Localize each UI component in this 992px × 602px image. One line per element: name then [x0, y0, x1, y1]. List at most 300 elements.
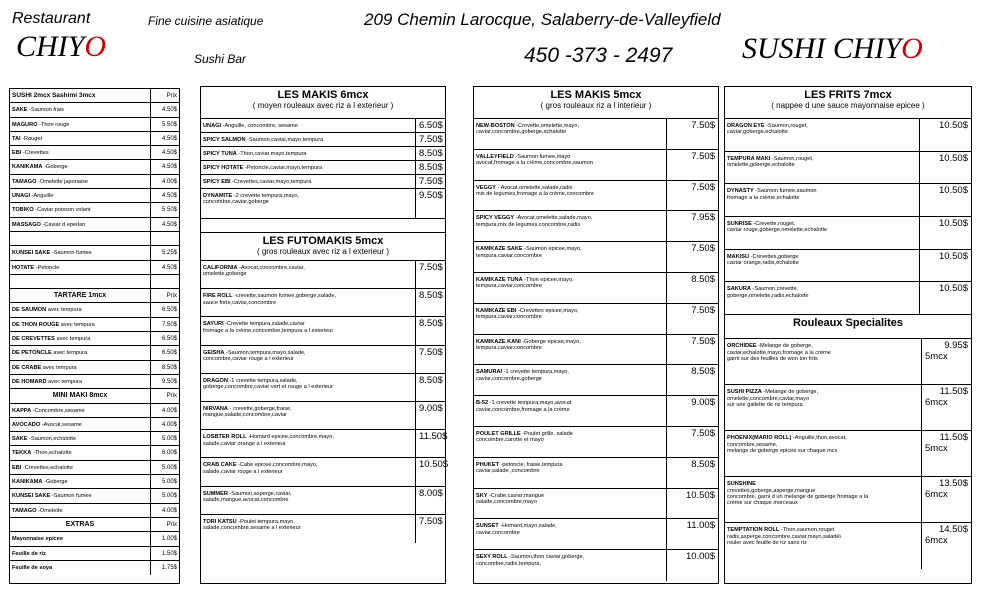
price-value: 13.50$ — [938, 478, 968, 490]
item-price: 5.00$ — [150, 489, 179, 502]
price-value: 11.00$ — [686, 520, 715, 532]
item-price: 4.50$ — [150, 132, 179, 145]
item-name — [10, 418, 150, 431]
item-title: KAMIKAZE TUNA — [476, 276, 523, 283]
price-value: 9.95$ — [944, 340, 968, 352]
item-name — [10, 346, 150, 359]
menu-item — [474, 458, 718, 489]
piece-count: 6mcx — [925, 489, 948, 501]
item-desc: -1 crevette tempura,mayo, — [502, 369, 569, 376]
section-subtitle: ( nappee d une sauce mayonnaise epicee ) — [771, 101, 925, 110]
item-name — [474, 242, 666, 272]
item-title: KANIKAMA — [12, 479, 43, 486]
item-price: 6.50$ — [150, 303, 179, 316]
list-item — [10, 189, 179, 203]
item-name — [10, 446, 150, 459]
item-desc: -Goberge epicee,mayo, — [520, 338, 581, 345]
item-desc-line: sauce forte,caviar,concombre — [203, 299, 277, 306]
item-name — [201, 147, 415, 160]
item-price — [919, 282, 971, 314]
item-name — [10, 475, 150, 488]
item-price: 8.50$ — [150, 361, 179, 374]
price-value: 7.50$ — [691, 304, 715, 316]
item-price: Prix — [150, 518, 179, 531]
item-price: 6.00$ — [150, 446, 179, 459]
menu-item — [725, 152, 971, 185]
item-price — [921, 431, 971, 476]
item-name — [201, 402, 415, 429]
item-desc: avec tempura — [51, 350, 88, 357]
list-item — [10, 118, 179, 132]
list-item — [10, 318, 179, 332]
item-price: 4.50$ — [150, 189, 179, 202]
item-title: PHOENIX(MARIO ROLL) — [727, 435, 792, 442]
item-desc-line: concombre,caviar rouge a l exterieur — [203, 355, 294, 362]
item-price — [666, 396, 718, 426]
item-price: 4.50$ — [150, 261, 179, 274]
item-name — [10, 146, 150, 159]
item-name — [725, 477, 921, 522]
price-value: 11.50$ — [419, 431, 448, 443]
price-value: 9.00$ — [691, 397, 715, 409]
item-title: SKY — [476, 492, 488, 499]
item-price — [415, 147, 445, 160]
price-value: 7.50$ — [691, 427, 715, 439]
item-price: 4.50$ — [150, 218, 179, 231]
menu-item — [474, 304, 718, 335]
price-value: 7.50$ — [691, 150, 715, 162]
item-price: 4.50$ — [150, 160, 179, 173]
item-name — [201, 133, 415, 146]
list-item — [10, 218, 179, 232]
item-name — [725, 282, 919, 314]
price-value: 7.50$ — [419, 515, 443, 527]
menu-item — [725, 523, 971, 569]
section-title: LES FRITS 7mcx — [804, 89, 892, 101]
item-name — [474, 304, 666, 334]
item-title: TAI — [12, 135, 21, 142]
item-desc-line: melange de goberge epicee sur chaque mcx — [727, 447, 838, 454]
item-price: 5.00$ — [150, 475, 179, 488]
item-name — [474, 396, 666, 426]
list-item — [10, 404, 179, 418]
item-desc: -petoncle, fraise,tempura — [499, 461, 563, 468]
item-name — [10, 132, 150, 145]
item-title: UNAGI — [12, 193, 31, 200]
item-name — [474, 335, 666, 365]
item-desc: -Petoncle — [34, 264, 60, 271]
item-desc: -Poulet tempura,mayo — [236, 518, 294, 525]
item-title: SPICY HOTATE — [203, 165, 244, 171]
item-desc-line: caviar,concombre,goberge,echalotte — [476, 129, 567, 136]
list-item — [10, 475, 179, 489]
item-price — [415, 458, 449, 485]
item-desc: -crevette,saumon fumee,goberge,salade, — [232, 293, 337, 300]
item-title: Feuille de riz — [12, 550, 46, 557]
item-desc-line: concombre,radis,tempura, — [476, 560, 541, 567]
price-value: 7.50$ — [691, 181, 715, 193]
item-title: SPICY SALMON — [203, 137, 246, 143]
menu-item — [201, 161, 445, 175]
item-price — [415, 289, 445, 316]
item-title: LOSBTER ROLL — [203, 434, 247, 441]
item-desc: -Saumon fumee,mayo — [513, 153, 571, 160]
item-name — [201, 261, 415, 288]
item-name — [10, 318, 150, 331]
spacer — [201, 219, 445, 233]
item-price: 9.50$ — [415, 189, 445, 218]
item-title: KAMIKAZE KANI — [476, 338, 521, 345]
item-desc-line: omelette,concombre,caviar,mayo — [727, 395, 810, 402]
item-name — [10, 232, 150, 245]
item-desc-line: concombre,caviar,goberge — [203, 199, 269, 206]
item-title: TEMPURA MAKI — [727, 155, 771, 162]
section-title: Rouleaux Specialites — [792, 317, 904, 330]
list-item — [10, 418, 179, 432]
item-desc-line: goberge,concombre,caviar vert et rouge a l exterieur — [203, 384, 333, 391]
section-heading: TARTARE 1mcx — [53, 292, 107, 300]
item-title: MAGURO — [12, 121, 38, 128]
price-value: 9.00$ — [419, 402, 443, 414]
sushi-bar-label: Sushi Bar — [194, 52, 247, 66]
menu-item — [725, 217, 971, 250]
item-desc: -Avocat,sesame — [40, 421, 82, 428]
item-title: SPICY TUNA — [203, 151, 237, 157]
item-desc-line: caviar,concombre,fromage a la crème — [476, 406, 570, 413]
item-price — [919, 119, 971, 151]
item-desc-line: mix de legumes,fromage a la crème,concombre — [476, 191, 595, 197]
item-desc: -Thon,caviar,mayo,tempura — [236, 151, 307, 157]
menu-item — [725, 184, 971, 217]
item-desc: -Avocat,omelette,salade,mayo, — [514, 215, 593, 222]
item-name — [725, 184, 919, 216]
item-price — [666, 335, 718, 365]
price-value: 10.50$ — [938, 250, 968, 262]
item-price: 4.00$ — [150, 175, 179, 188]
item-title: FIRE ROLL — [203, 293, 233, 300]
item-desc: -Thon rouge — [37, 121, 70, 128]
section-header — [201, 87, 445, 119]
item-price: 9.50$ — [150, 375, 179, 388]
frits-section — [724, 86, 972, 584]
item-title: SUSHI PIZZA — [727, 389, 762, 396]
section-title: LES MAKIS 5mcx — [550, 89, 642, 101]
menu-item — [474, 150, 718, 181]
menu-item — [474, 365, 718, 396]
item-title: DE PETONCLE — [12, 350, 52, 357]
item-price: 6.50$ — [150, 332, 179, 345]
item-name — [725, 119, 919, 151]
item-price: 5.50$ — [150, 203, 179, 216]
list-item — [10, 489, 179, 503]
item-name — [474, 489, 666, 519]
item-desc-line: tempura,caviar,concombre — [476, 314, 542, 321]
list-item — [10, 232, 179, 246]
item-desc-line: salade,concombre,mayo — [476, 498, 537, 505]
item-price — [415, 487, 445, 514]
item-name — [10, 261, 150, 274]
menu-item — [201, 261, 445, 289]
item-price — [666, 273, 718, 303]
item-title: KAMIKAZE SAKE — [476, 246, 523, 253]
item-title: AVOCADO — [12, 421, 41, 428]
item-title: SAKURA — [727, 286, 751, 293]
item-name — [201, 161, 415, 174]
item-title: SUNSHINE — [727, 481, 756, 488]
item-title: KUNSEI SAKE — [12, 493, 51, 500]
item-desc: -Saumon frais — [27, 107, 64, 114]
item-price — [415, 346, 445, 373]
list-item — [10, 175, 179, 189]
item-name — [10, 118, 150, 131]
item-price: 4.50$ — [150, 103, 179, 116]
sushi-price-list — [9, 88, 180, 584]
item-title: SUSHI 2mcx Sashimi 3mcx — [12, 92, 96, 99]
menu-item — [201, 515, 445, 543]
item-desc: -Crevettes,echalotte — [21, 464, 73, 471]
item-desc: -Anguille, concombre, sesame — [221, 123, 298, 129]
item-desc: -Homard epicee,concombre,mayo, — [246, 434, 334, 441]
price-value: 10.50$ — [938, 152, 968, 164]
price-value: 11.50$ — [939, 432, 968, 444]
menu-item — [201, 458, 449, 486]
item-desc-line: fromage a la crème,echalotte — [727, 194, 800, 201]
section-header — [474, 87, 718, 119]
item-desc: -2 crevette tempura,mayo, — [232, 193, 300, 199]
item-price: 1.50$ — [150, 547, 179, 560]
item-desc-line: omelette,goberge — [203, 271, 247, 278]
item-desc-line: tempura,mix de legumes,concombre,radis — [476, 221, 581, 228]
item-desc: -Saumon,rouget, — [770, 155, 814, 162]
item-price — [921, 385, 971, 430]
item-name — [201, 346, 415, 373]
item-price: 1.00$ — [150, 532, 179, 545]
item-name — [201, 515, 415, 543]
item-name — [474, 273, 666, 303]
item-desc: -Concombre,sesame — [31, 407, 85, 414]
item-title: MAKISU — [727, 253, 750, 260]
item-price — [921, 523, 971, 569]
piece-count: 6mcx — [925, 535, 948, 547]
item-desc-line: crème sur chaque morceaux — [727, 500, 798, 507]
menu-item — [725, 282, 971, 315]
price-value: 10.50$ — [938, 185, 968, 197]
item-desc-line: goberge,omelette,radis,echalotte — [727, 292, 809, 299]
list-item — [10, 561, 179, 575]
item-desc: avec tempura — [41, 364, 77, 371]
item-title: Feuille de soya — [12, 564, 53, 571]
item-title: SUMMER — [203, 490, 228, 497]
item-desc: -Thon,echalotte — [31, 450, 72, 457]
item-desc-line: salade,caviar orange a l exterieur — [203, 440, 286, 447]
item-title: TEMPTATION ROLL — [727, 527, 780, 534]
price-value: 7.50$ — [419, 134, 443, 145]
item-name — [10, 175, 150, 188]
price-value: 6.50$ — [419, 120, 443, 131]
item-price: 5.00$ — [150, 461, 179, 474]
item-price — [415, 261, 445, 288]
item-desc: avec tempura — [46, 307, 82, 314]
list-item — [10, 461, 179, 475]
item-desc: -Melange de goberge, — [756, 343, 813, 350]
menu-item — [474, 211, 718, 242]
item-desc-line: caviar,salade ,concombre — [476, 468, 540, 475]
item-desc: -Goberge — [42, 479, 68, 486]
item-name — [725, 250, 919, 282]
item-name — [725, 385, 921, 430]
item-price — [415, 515, 445, 543]
item-desc: -Crevettes — [21, 150, 49, 157]
item-name — [474, 550, 666, 581]
menu-item — [201, 430, 448, 458]
item-desc-line: sur une gallette de riz tempura — [727, 401, 803, 408]
price-value: 7.50$ — [419, 346, 443, 358]
menu-item — [201, 487, 445, 515]
list-item — [10, 146, 179, 160]
item-price — [415, 175, 445, 188]
item-desc-line: radis,asperge,concombre,caviar,mayo,salade\ — [727, 533, 842, 540]
item-name — [725, 217, 919, 249]
menu-item — [474, 273, 718, 304]
item-name — [201, 430, 415, 457]
item-price: 4.50$ — [150, 146, 179, 159]
item-desc: -Saumon epicee,mayo, — [522, 246, 582, 253]
item-price — [666, 458, 718, 488]
item-price: Prix — [150, 289, 179, 302]
menu-item — [474, 119, 718, 150]
item-desc-line: caviar,echalotte,mayo,fromage a la crème — [727, 349, 831, 356]
item-title: TORI KATSU — [203, 518, 237, 525]
item-desc: -Omelette japonaise — [36, 178, 89, 185]
item-desc: -Rouget — [20, 135, 43, 142]
price-value: 8.00$ — [419, 487, 443, 499]
list-item — [10, 89, 179, 103]
item-price: 5.00$ — [150, 432, 179, 445]
item-name — [201, 189, 415, 218]
menu-item — [201, 147, 445, 161]
item-desc-line: caviar,concombre,goberge — [476, 375, 542, 382]
section-title: LES FUTOMAKIS 5mcx — [262, 235, 384, 247]
item-title: DYNASTY — [727, 188, 754, 195]
item-title: DRAGON — [203, 377, 228, 384]
item-desc-line: caviar,concombre — [476, 529, 520, 536]
brand-logo-left: CHIYO — [16, 30, 107, 63]
item-title: NIRVANA — [203, 405, 228, 412]
item-desc: -Crevettes,caviar,mayo,tempura — [230, 179, 312, 185]
item-title: DRAGON EYE — [727, 123, 765, 129]
menu-item — [201, 402, 445, 430]
item-desc: -1 crevette tempura,mayo,avocat — [488, 400, 572, 407]
item-name — [725, 152, 919, 184]
list-item — [10, 203, 179, 217]
item-price — [415, 374, 445, 401]
list-item — [10, 389, 179, 403]
item-name — [10, 160, 150, 173]
item-title: EBI — [12, 150, 22, 157]
item-price — [415, 133, 445, 146]
item-desc: -Crevette tempura,salade,caviar — [223, 321, 305, 328]
price-value: 7.50$ — [419, 262, 443, 273]
list-item — [10, 518, 179, 532]
item-title: KUNSEI SAKE — [12, 250, 51, 257]
item-name — [10, 375, 150, 388]
item-name — [10, 532, 150, 545]
item-price — [666, 365, 718, 395]
item-title: SPICY VEGGY — [476, 215, 515, 222]
item-title: CALIFORNIA — [203, 265, 238, 271]
item-price — [666, 519, 718, 549]
item-desc: -Crevettes epicee,mayo, — [516, 307, 579, 314]
item-desc-line: garni sur des feuilles de won ton frits — [727, 355, 818, 362]
menu-item — [201, 317, 445, 345]
item-name — [474, 519, 666, 549]
menu-item — [474, 550, 718, 581]
item-name — [10, 303, 150, 316]
item-desc-line: caviar,goberge,echalotte — [727, 129, 788, 136]
item-title: DE HOMARD — [12, 378, 47, 385]
item-price: 7.50$ — [150, 318, 179, 331]
item-price — [415, 402, 445, 429]
menu-item — [725, 250, 971, 283]
item-desc: -Saumon,tempura,mayo,salade, — [224, 349, 306, 356]
item-name — [474, 150, 666, 180]
item-title: GEISHA — [203, 349, 225, 356]
item-name — [201, 374, 415, 401]
list-item — [10, 160, 179, 174]
item-name — [474, 181, 666, 211]
price-value: 8.50$ — [419, 148, 443, 159]
item-price — [921, 477, 971, 522]
item-desc-line: salade,caviar rouge a l exterieur — [203, 468, 283, 475]
item-name — [10, 189, 150, 202]
item-name — [10, 89, 150, 102]
makis-5mcx-section — [473, 86, 719, 584]
makis-6mcx-section — [200, 86, 449, 584]
item-desc: - crevette,goberge,fraise, — [227, 405, 292, 412]
item-price: 1.75$ — [150, 561, 179, 575]
item-desc-line: rouler avec feuille de riz sans riz — [727, 539, 807, 546]
item-price — [666, 427, 718, 457]
menu-item — [201, 346, 445, 374]
price-value: 8.50$ — [691, 366, 715, 378]
item-name — [201, 119, 415, 132]
item-price — [666, 181, 718, 211]
item-title: VEGGY — [476, 184, 496, 191]
item-name — [10, 332, 150, 345]
item-desc: -Thon,saumon,rouget — [779, 527, 835, 534]
menu-item — [474, 242, 718, 273]
item-price: Prix — [150, 389, 179, 402]
list-item — [10, 332, 179, 346]
menu-item — [474, 335, 718, 366]
item-name — [725, 523, 921, 569]
item-desc: -1 crevette tempura,salade, — [227, 377, 298, 384]
price-value: 10.50$ — [938, 218, 968, 230]
item-price — [666, 489, 718, 519]
item-title: TAMAGO — [12, 507, 37, 514]
item-price — [919, 152, 971, 184]
item-desc-line: concombre, garni d un melange de goberge fromage a la — [727, 493, 869, 500]
list-item — [10, 432, 179, 446]
item-desc: -Homard,mayo,salade, — [498, 523, 557, 530]
list-item — [10, 103, 179, 117]
item-name — [201, 289, 415, 316]
item-title: SPICY EBI — [203, 179, 231, 185]
phone-number: 450 -373 - 2497 — [524, 44, 673, 67]
item-desc-line: fromage a la crème,concombre,tempura a l exterieur — [203, 327, 334, 334]
price-value: 7.95$ — [691, 212, 715, 224]
item-desc-line: tempura,caviar,concombre — [476, 283, 542, 290]
